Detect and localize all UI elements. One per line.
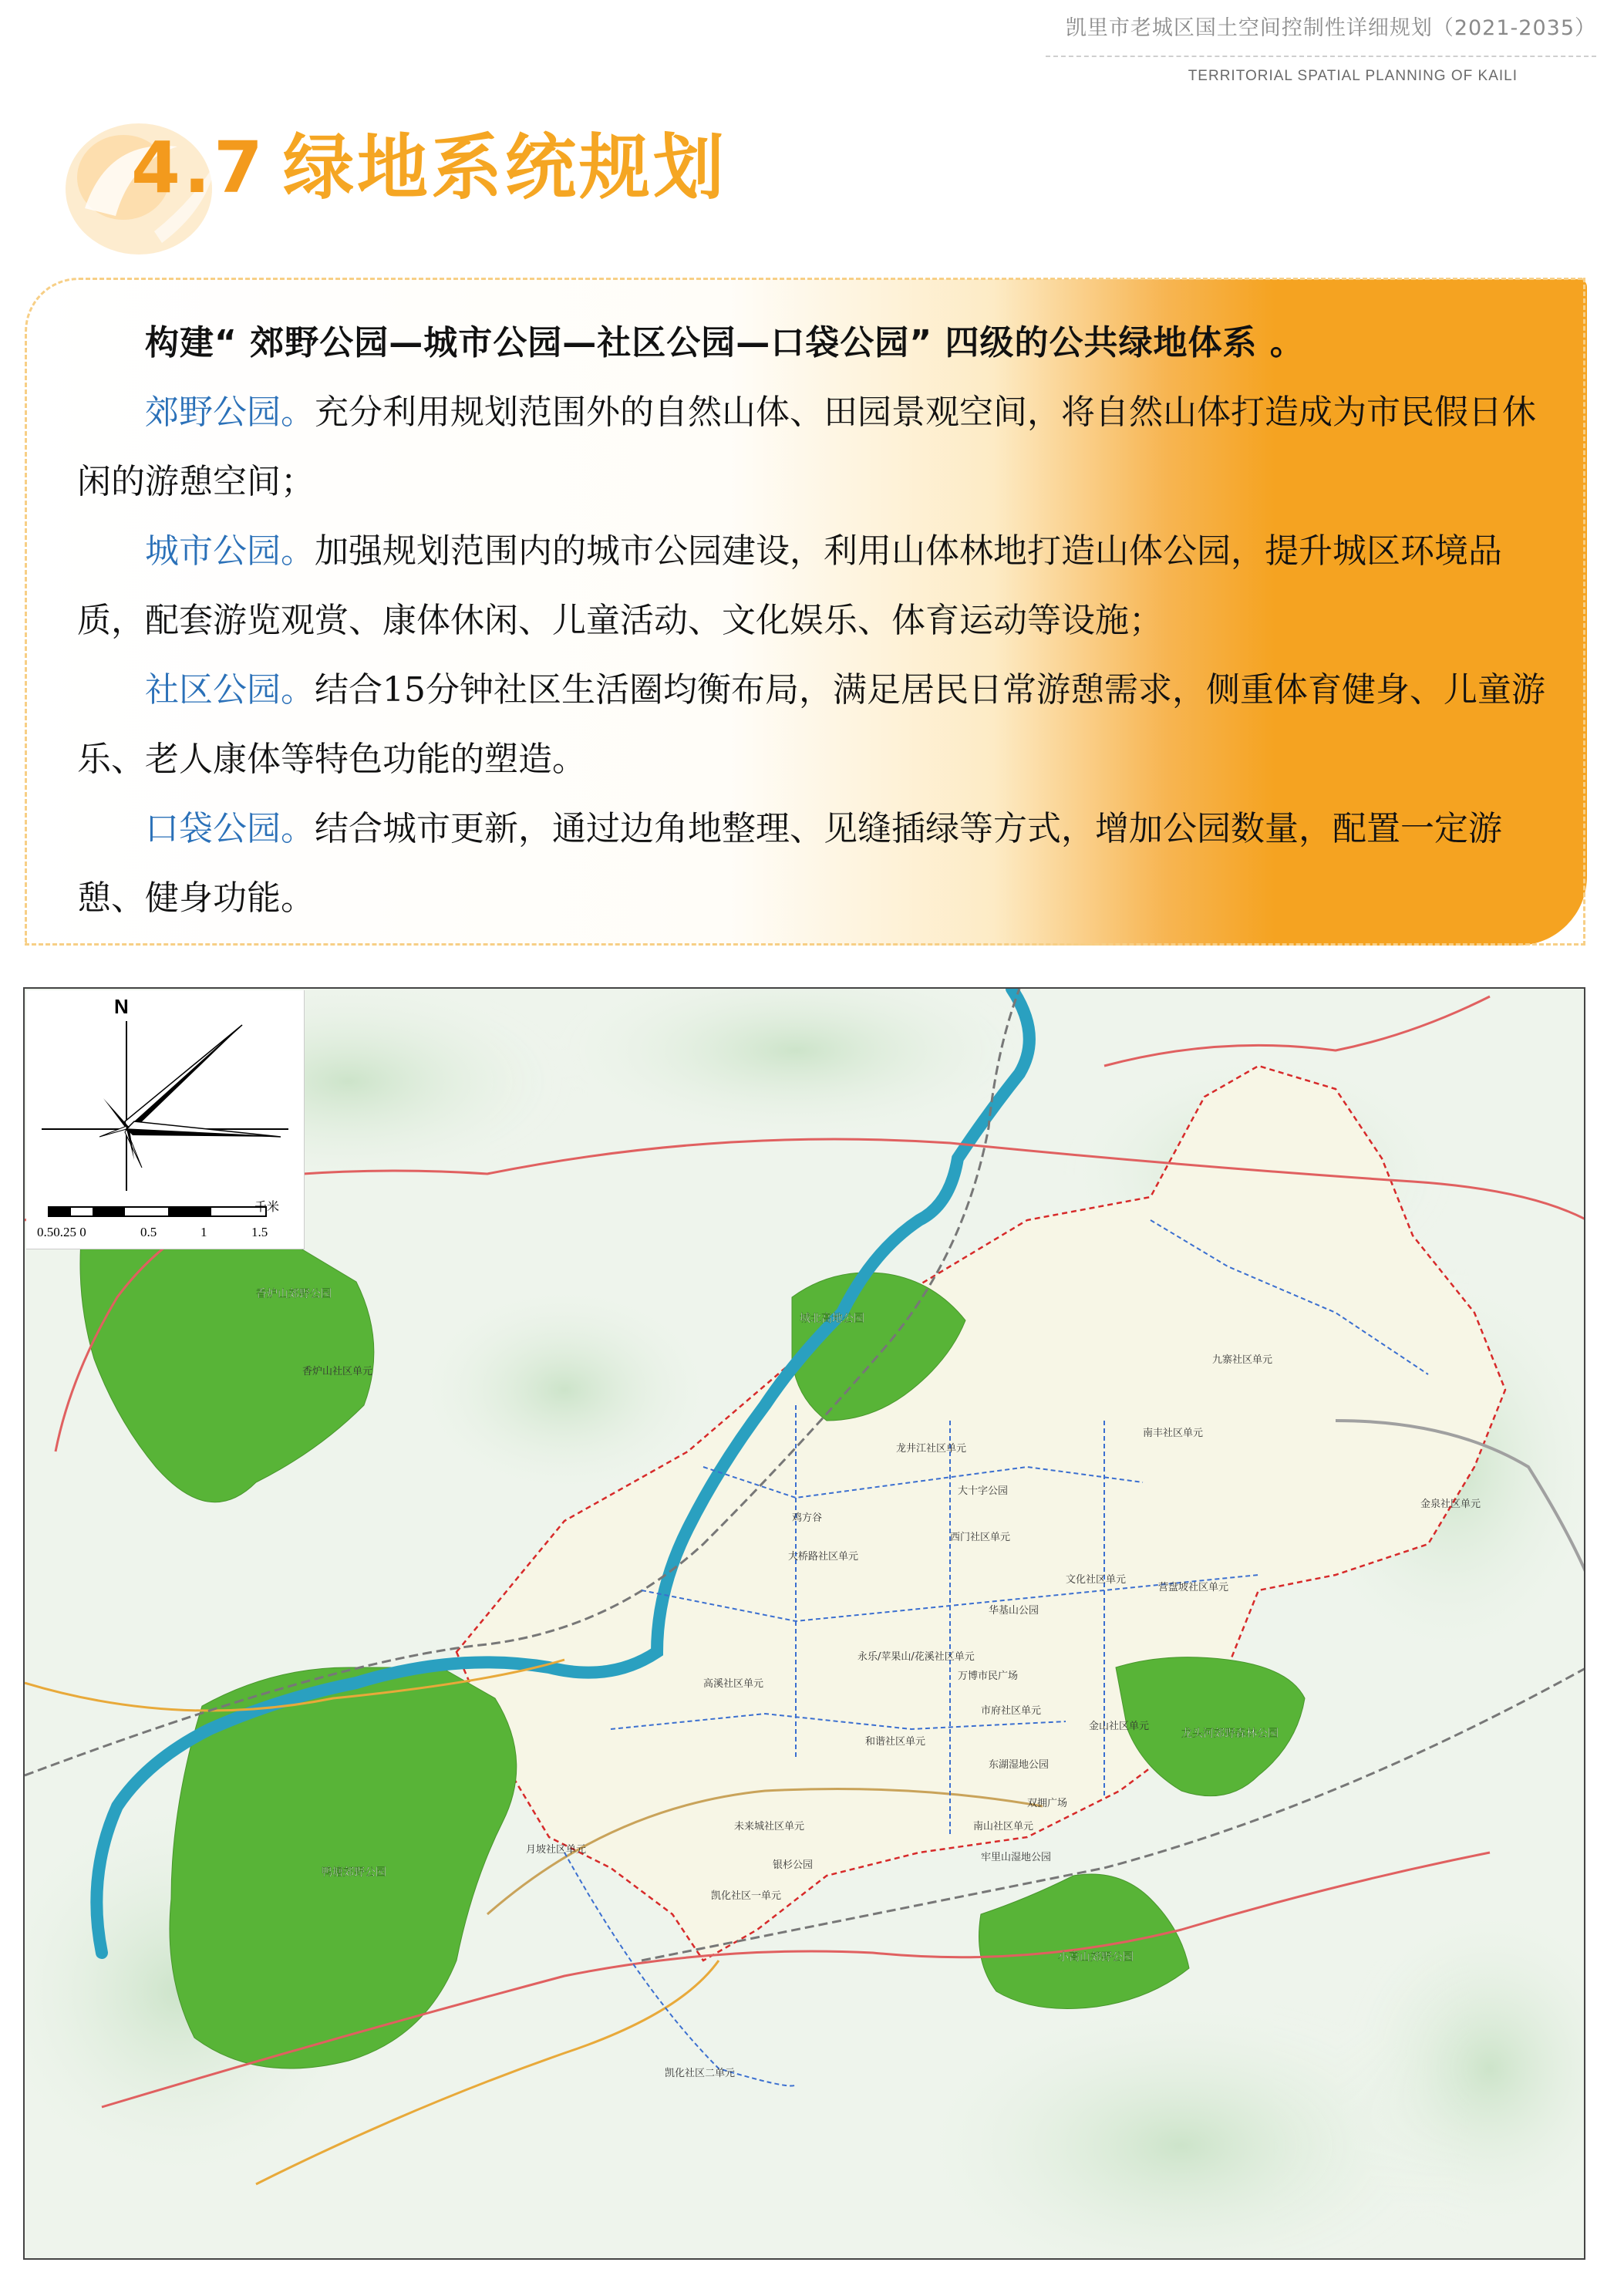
section-title-text: 绿地系统规划: [282, 126, 727, 209]
intro-item: [77, 378, 1565, 517]
section-number: 4.7: [131, 126, 266, 209]
unit-label: 牢里山湿地公园: [981, 1852, 1052, 1863]
intro-text: [77, 308, 1565, 933]
unit-label: 九寨社区单元: [1212, 1354, 1273, 1366]
unit-label: 大桥路社区单元: [788, 1551, 859, 1563]
scale-tick-label: 1: [200, 1225, 207, 1239]
intro-item: [77, 656, 1565, 794]
unit-label: 月坡社区单元: [526, 1844, 587, 1856]
document-header-title: 凯里市老城区国土空间控制性详细规划（2021-2035）: [1065, 16, 1596, 40]
intro-item-text: 加强规划范围内的城市公园建设，利用山体林地打造山体公园，提升城区环境品质，配套游览观赏、康体休闲、儿童活动、文化娱乐、体育运动等设施；: [77, 531, 1502, 640]
scale-unit: 千米: [254, 1199, 280, 1214]
scale-tick-label: 0.50.25 0: [37, 1225, 86, 1239]
compass-rose-icon: [26, 1013, 304, 1199]
park-label: 香炉山郊野公园: [256, 1288, 332, 1300]
unit-label: 大十字公园: [958, 1485, 1009, 1497]
unit-label: 市府社区单元: [981, 1705, 1042, 1717]
north-label: N: [114, 995, 129, 1018]
park-label: 城北高地公园: [800, 1313, 864, 1325]
park-label: 龙头河郊野森林公园: [1181, 1728, 1279, 1740]
green-space-map: [23, 987, 1585, 2260]
park-label: 鸭塘郊野公园: [322, 1866, 386, 1879]
document-header-subtitle: TERRITORIAL SPATIAL PLANNING OF KAILI: [1188, 68, 1518, 84]
unit-label: 龙井江社区单元: [896, 1443, 967, 1455]
unit-label: 营盘坡社区单元: [1158, 1582, 1229, 1593]
unit-label: 银杉公园: [773, 1859, 814, 1871]
unit-label: 未来城社区单元: [734, 1821, 805, 1832]
intro-item-text: 结合15分钟社区生活圈均衡布局，满足居民日常游憩需求，侧重体育健身、儿童游乐、老人康体等特色功能的塑造。: [77, 670, 1545, 779]
unit-label: 凯化社区二单元: [665, 2068, 736, 2079]
unit-label: 东湖湿地公园: [989, 1759, 1050, 1771]
unit-label: 凯化社区一单元: [711, 1890, 782, 1902]
section-title: [131, 126, 727, 209]
map-legend-box: [26, 990, 305, 1249]
park-label: 小高山郊野公园: [1058, 1951, 1134, 1964]
intro-item: [77, 517, 1565, 656]
intro-item: [77, 794, 1565, 933]
unit-label: 高溪社区单元: [703, 1678, 764, 1690]
unit-label: 南山社区单元: [973, 1821, 1034, 1832]
intro-lead: 构建“ 郊野公园—城市公园—社区公园—口袋公园” 四级的公共绿地体系 。: [145, 323, 1305, 362]
scale-bar: [48, 1206, 267, 1217]
unit-label: 金山社区单元: [1089, 1721, 1150, 1732]
intro-item-keyword: 城市公园。: [145, 531, 315, 571]
header-divider: [1046, 56, 1596, 57]
unit-label: 万博市民广场: [958, 1671, 1019, 1682]
intro-item-keyword: 郊野公园。: [145, 393, 315, 432]
scale-tick-label: 0.5: [140, 1225, 157, 1239]
unit-label: 南丰社区单元: [1143, 1428, 1204, 1439]
intro-item-text: 结合城市更新，通过边角地整理、见缝插绿等方式，增加公园数量，配置一定游憩、健身功能。: [77, 809, 1502, 918]
unit-label: 永乐/苹果山/花溪社区单元: [857, 1651, 975, 1663]
unit-label: 金泉社区单元: [1420, 1499, 1481, 1510]
intro-item-text: 充分利用规划范围外的自然山体、田园景观空间，将自然山体打造成为市民假日休闲的游憩空间；: [77, 393, 1536, 501]
unit-label: 鸡方谷: [792, 1512, 823, 1524]
unit-label: 文化社区单元: [1066, 1574, 1127, 1586]
unit-label: 双拥广场: [1027, 1798, 1068, 1809]
unit-label: 香炉山社区单元: [302, 1366, 373, 1377]
unit-label: 和谐社区单元: [865, 1736, 926, 1748]
unit-label: 西门社区单元: [950, 1532, 1011, 1543]
intro-item-keyword: 口袋公园。: [145, 809, 315, 848]
intro-item-keyword: 社区公园。: [145, 670, 315, 710]
scale-tick-label: 1.5: [251, 1225, 268, 1239]
unit-label: 华基山公园: [989, 1605, 1039, 1617]
